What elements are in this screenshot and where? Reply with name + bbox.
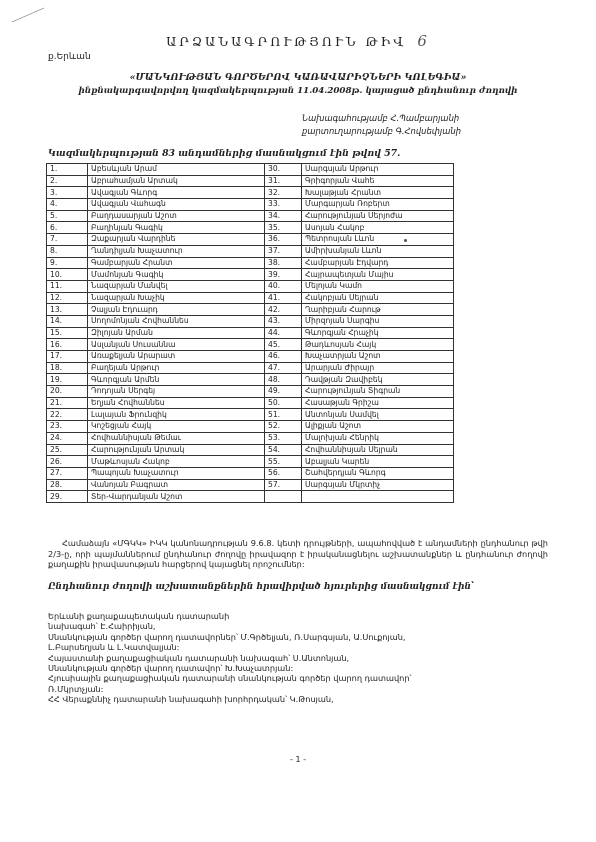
guest-line: Երևանի քաղաքապետական դատարանի [48, 611, 230, 621]
member-number: 41. [265, 292, 302, 304]
guest-line: ՀՀ Վերաքննիչ դատարանի նախագահի խորհրդական՝ Կ.Թոսյան, [48, 694, 334, 705]
member-number: 16. [47, 339, 88, 351]
member-name: Վանոյան Բագրատ [88, 479, 265, 491]
member-number: 10. [47, 269, 88, 281]
member-number: 7. [47, 234, 88, 246]
table-row [47, 304, 454, 316]
member-number: 53. [265, 432, 302, 444]
member-number: 29. [47, 491, 88, 503]
table-row [47, 280, 454, 292]
member-name: Կոշեցյան Հայկ [88, 421, 265, 433]
member-name: Ղանդիլյան Խաչատուր [88, 245, 265, 257]
member-number: 19. [47, 374, 88, 386]
quorum-line: Կազմակերպության 83 անդամներից մասնակցում էին թվով 57. [48, 148, 401, 159]
member-name: Լալայան Ֆրունզիկ [88, 409, 265, 421]
member-name: Աբրահամյան Արտակ [88, 175, 265, 187]
member-number: 26. [47, 456, 88, 468]
member-name: Գամբարյան Հրանտ [88, 257, 265, 269]
table-row [47, 292, 454, 304]
member-number: 21. [47, 397, 88, 409]
chair-line: Նախագահությամբ Հ.Պամբարյանի [302, 113, 460, 123]
member-number: 38. [265, 257, 302, 269]
table-row [47, 234, 454, 246]
guest-line: Հայաստանի քաղաքացիական դատարանի նախագահ՝ Ս.Անտոնյան, [48, 652, 350, 663]
member-name: Ղարիբյան Հարութ [302, 304, 454, 316]
member-name: Աբեսևյան Արամ [88, 164, 265, 176]
member-name: Խաչատրյան Աշոտ [302, 351, 454, 363]
table-row [47, 397, 454, 409]
page-number: - 1 - [290, 755, 306, 764]
guest-line: Սնանկության գործեր վարող դատավոր՝ Խ.Խաչատրյան: [48, 663, 294, 674]
document-title [0, 32, 596, 50]
member-number: 15. [47, 327, 88, 339]
member-name: Գևորգյան Արմեն [88, 374, 265, 386]
guest-line: նախագահ՝ Է.Հաիրիյան, [48, 621, 156, 632]
member-number: 40. [265, 280, 302, 292]
table-row [47, 199, 454, 211]
member-name: Զաքարյան Վարդինե [88, 234, 265, 246]
table-row [47, 175, 454, 187]
title-number: 6 [417, 32, 430, 50]
member-number: 52. [265, 421, 302, 433]
member-name: Բաղդասարյան Աշոտ [88, 210, 265, 222]
member-number: 42. [265, 304, 302, 316]
table-row [47, 210, 454, 222]
guest-line: Հյուսիսային քաղաքացիական դատարանի սնանկության գործեր վարող դատավոր՝ [48, 673, 412, 684]
quorum-paragraph: Համաձայն «ՄԳԿԿ» ԻԿԿ կանոնադրության 9.6.8. կետի դրույթների, ապահովված է անդամների ընդհանուր թվի 2/3-ը, որի պայմաններում ընդհանուր ժողովը իրավազոր է իրականացնելու աշխատանքներ և ընդհանուր ժողովի քաղաքին իրավասության հարցերով կայացնել որոշումներ: [48, 538, 548, 570]
guest-line: Լ.Բարսեղյան և Լ.Կատվալյան: [48, 642, 180, 653]
table-row [47, 386, 454, 398]
member-number: 33. [265, 199, 302, 211]
member-number: 23. [47, 421, 88, 433]
member-number: 13. [47, 304, 88, 316]
member-name: Բաղինյան Գագիկ [88, 222, 265, 234]
member-name: Արարյան Ժիրայր [302, 362, 454, 374]
pen-mark [10, 6, 50, 24]
member-name: Մամոնյան Գագիկ [88, 269, 265, 281]
member-number [265, 491, 302, 503]
member-number: 5. [47, 210, 88, 222]
member-number: 51. [265, 409, 302, 421]
member-name: Հայրապետյան Մայիս [302, 269, 454, 281]
table-row [47, 421, 454, 433]
member-number: 22. [47, 409, 88, 421]
member-name: Հարությունյան Արտակ [88, 444, 265, 456]
member-number: 31. [265, 175, 302, 187]
member-name: Մարգարյան Ռոբերտ [302, 199, 454, 211]
guest-line: Ռ.Մկրտչյան: [48, 683, 104, 694]
table-row [47, 491, 454, 503]
member-number: 12. [47, 292, 88, 304]
member-name: Դոդոյան Սերգեյ [88, 386, 265, 398]
member-name: Գրիգորյան Վահե [302, 175, 454, 187]
member-number: 50. [265, 397, 302, 409]
table-row [47, 187, 454, 199]
member-name: Նազարյան Մանվել [88, 280, 265, 292]
member-name: Հովհաննիսյան Թեմաւ [88, 432, 265, 444]
member-number: 11. [47, 280, 88, 292]
table-row [47, 339, 454, 351]
member-number: 57. [265, 479, 302, 491]
member-name: Տեր-Վարդանյան Աշոտ [88, 491, 265, 503]
member-number: 27. [47, 467, 88, 479]
table-row [47, 444, 454, 456]
member-number: 37. [265, 245, 302, 257]
table-row [47, 374, 454, 386]
guests-list [48, 611, 548, 705]
member-name: Զիլոյան Արման [88, 327, 265, 339]
table-row [47, 479, 454, 491]
member-number: 30. [265, 164, 302, 176]
member-name: Ամիրխանյան Լևոն [302, 245, 454, 257]
member-name: Առաքելյան Արարատ [88, 351, 265, 363]
member-number: 25. [47, 444, 88, 456]
table-row [47, 409, 454, 421]
organization-heading: «ՄԱՆԿՈՒԹՅԱՆ ԳՈՐԾԵՐՈՎ ԿԱՌԱՎԱՐԻՉՆԵՐԻ ԿՈԼԵԳԻԱ» [129, 72, 467, 83]
table-row [47, 456, 454, 468]
table-row [47, 327, 454, 339]
member-name [302, 491, 454, 503]
member-number: 20. [47, 386, 88, 398]
member-number: 55. [265, 456, 302, 468]
member-number: 49. [265, 386, 302, 398]
guest-line: Սնանկության գործեր վարող դատավորներ՝ Մ.Գրծելյան, Ռ.Սարգսյան, Ա.Սուքոյան, [48, 631, 406, 642]
member-number: 4. [47, 199, 88, 211]
member-name: Շահվերդյան Գևորգ [302, 467, 454, 479]
member-number: 54. [265, 444, 302, 456]
member-name: Եղյան Հովհաննես [88, 397, 265, 409]
member-name: Խալաթյան Հրանտ [302, 187, 454, 199]
member-number: 46. [265, 351, 302, 363]
member-number: 17. [47, 351, 88, 363]
member-name: Մալոխյան Հենրիկ [302, 432, 454, 444]
member-number: 24. [47, 432, 88, 444]
member-name: Դավթյան Զավիբեկ [302, 374, 454, 386]
members-table [46, 163, 454, 503]
member-name: Սողոմոնյան Հովհաննես [88, 315, 265, 327]
member-name: Հարությունյան Տիգրան [302, 386, 454, 398]
table-row [47, 269, 454, 281]
member-name: Ավագյան Վահագն [88, 199, 265, 211]
member-number: 9. [47, 257, 88, 269]
ink-dot [404, 239, 407, 242]
member-name: Պապոյան Խաչատուր [88, 467, 265, 479]
member-name: Սարգսյան Մկրտիչ [302, 479, 454, 491]
chair-block [302, 112, 461, 138]
member-name: Հարությունյան Սերյոժա [302, 210, 454, 222]
member-name: Հակոբյան Սեյրան [302, 292, 454, 304]
member-name: Ալիքյան Աշոտ [302, 421, 454, 433]
member-number: 48. [265, 374, 302, 386]
member-number: 34. [265, 210, 302, 222]
member-name: Միրզոյան Սարգիս [302, 315, 454, 327]
title-text: ԱՐՁԱՆԱԳՐՈՒԹՅՈՒՆ ԹԻՎ [166, 34, 407, 49]
member-name: Պետրոսյան Լևոն [302, 234, 454, 246]
member-name: Չալյան Էդուարդ [88, 304, 265, 316]
member-number: 14. [47, 315, 88, 327]
member-name: Աբալյան Կարեն [302, 456, 454, 468]
table-row [47, 351, 454, 363]
member-number: 6. [47, 222, 88, 234]
member-number: 3. [47, 187, 88, 199]
member-number: 2. [47, 175, 88, 187]
member-name: Հովհաննիսյան Սեյրան [302, 444, 454, 456]
member-name: Համբարյան Էդվարդ [302, 257, 454, 269]
member-name: Գևորգյան Հրաչիկ [302, 327, 454, 339]
member-number: 18. [47, 362, 88, 374]
member-number: 47. [265, 362, 302, 374]
city-label: ք.Երևան [48, 52, 91, 62]
member-number: 39. [265, 269, 302, 281]
member-number: 1. [47, 164, 88, 176]
member-name: Ասլանյան Սուսաննա [88, 339, 265, 351]
member-number: 43. [265, 315, 302, 327]
member-name: Բաղեյան Արթուր [88, 362, 265, 374]
member-name: Սարգսյան Արթուր [302, 164, 454, 176]
member-number: 45. [265, 339, 302, 351]
table-row [47, 467, 454, 479]
member-number: 44. [265, 327, 302, 339]
meeting-heading: ինքնակարգավորվող կազմակերպության 11.04.2008թ. կայացած ընդհանուր ժողովի [78, 86, 518, 96]
member-name: Նազարյան Խաչիկ [88, 292, 265, 304]
member-number: 8. [47, 245, 88, 257]
table-row [47, 315, 454, 327]
member-name: Հասաթյան Գրիշա [302, 397, 454, 409]
secretary-line: քարտուղարությամբ Գ.Հովսեփյանի [302, 126, 462, 136]
member-number: 32. [265, 187, 302, 199]
table-row [47, 257, 454, 269]
table-row [47, 164, 454, 176]
member-number: 36. [265, 234, 302, 246]
table-row [47, 432, 454, 444]
guests-heading: Ընդհանուր ժողովի աշխատանքներին հրավիրված հյուրերից մասնակցում էին՝ [48, 582, 474, 592]
member-number: 28. [47, 479, 88, 491]
table-row [47, 222, 454, 234]
member-name: Թադևոսյան Հայկ [302, 339, 454, 351]
table-row [47, 362, 454, 374]
member-name: Ասոյան Հակոբ [302, 222, 454, 234]
member-number: 56. [265, 467, 302, 479]
member-name: Մաթևոսյան Հակոբ [88, 456, 265, 468]
member-name: Մելոյան Կամո [302, 280, 454, 292]
table-row [47, 245, 454, 257]
member-name: Ավագյան Գևորգ [88, 187, 265, 199]
member-name: Անտոնյան Սամվել [302, 409, 454, 421]
member-number: 35. [265, 222, 302, 234]
